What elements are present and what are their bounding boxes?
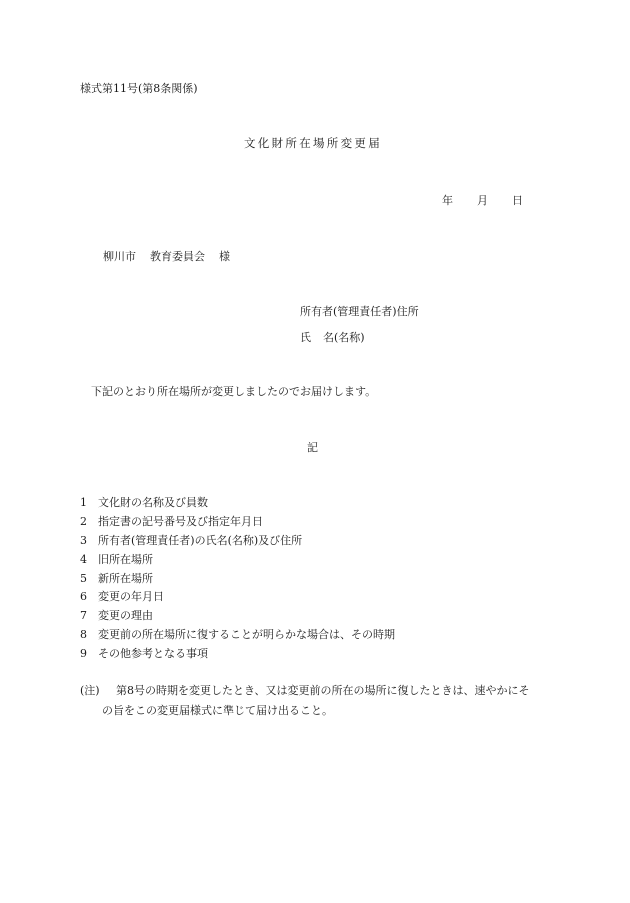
list-item <box>80 629 395 640</box>
list-item <box>80 610 153 621</box>
list-item <box>80 535 302 546</box>
note-text-line2: の旨をこの変更届様式に準じて届け出ること。 <box>102 704 333 717</box>
list-item-text: 新所在場所 <box>98 572 153 585</box>
intro-text: 下記のとおり所在場所が変更しましたのでお届けします。 <box>91 385 377 398</box>
list-item-text: 旧所在場所 <box>98 553 153 566</box>
addressee-board: 教育委員会 <box>150 250 205 263</box>
date-day-label: 日 <box>512 194 523 207</box>
list-item-text: 指定書の記号番号及び指定年月日 <box>98 515 263 528</box>
list-item-number: 4 <box>80 553 87 566</box>
list-item-number: 8 <box>80 628 87 641</box>
list-item-text: 所有者(管理責任者)の氏名(名称)及び住所 <box>98 534 303 547</box>
list-item-number: 2 <box>80 515 87 528</box>
owner-name-label <box>300 332 365 343</box>
addressee-city: 柳川市 <box>103 250 136 263</box>
list-item-text: 変更の年月日 <box>98 590 164 603</box>
note <box>80 685 530 696</box>
list-item <box>80 516 263 527</box>
list-item-number: 3 <box>80 534 87 547</box>
list-item-text: 変更の理由 <box>98 609 153 622</box>
list-item-number: 6 <box>80 590 87 603</box>
list-item-number: 9 <box>80 647 87 660</box>
ki-heading: 記 <box>307 441 318 454</box>
list-item <box>80 554 153 565</box>
form-number: 様式第11号(第8条関係) <box>80 82 198 95</box>
addressee-honorific: 様 <box>219 250 230 263</box>
list-item-text: 文化財の名称及び員数 <box>98 496 208 509</box>
owner-name-label-part2: 名(名称) <box>323 331 365 344</box>
list-item <box>80 648 208 659</box>
list-item-number: 1 <box>80 496 87 509</box>
owner-name-label-part1: 氏 <box>300 331 311 344</box>
list-item-text: その他参考となる事項 <box>98 647 208 660</box>
note-label: (注) <box>80 684 100 697</box>
note-text-line1: 第8号の時期を変更したとき、又は変更前の所在の場所に復したときは、速やかにそ <box>116 684 530 697</box>
owner-address-label: 所有者(管理責任者)住所 <box>300 305 419 318</box>
list-item <box>80 591 164 602</box>
list-item-number: 7 <box>80 609 87 622</box>
date-year-label: 年 <box>442 194 453 207</box>
list-item <box>80 497 208 508</box>
list-item-text: 変更前の所在場所に復することが明らかな場合は、その時期 <box>98 628 395 641</box>
addressee <box>103 251 230 262</box>
date-month-label: 月 <box>477 194 488 207</box>
list-item-number: 5 <box>80 572 87 585</box>
list-item <box>80 573 153 584</box>
document-title: 文化財所在場所変更届 <box>244 136 382 150</box>
